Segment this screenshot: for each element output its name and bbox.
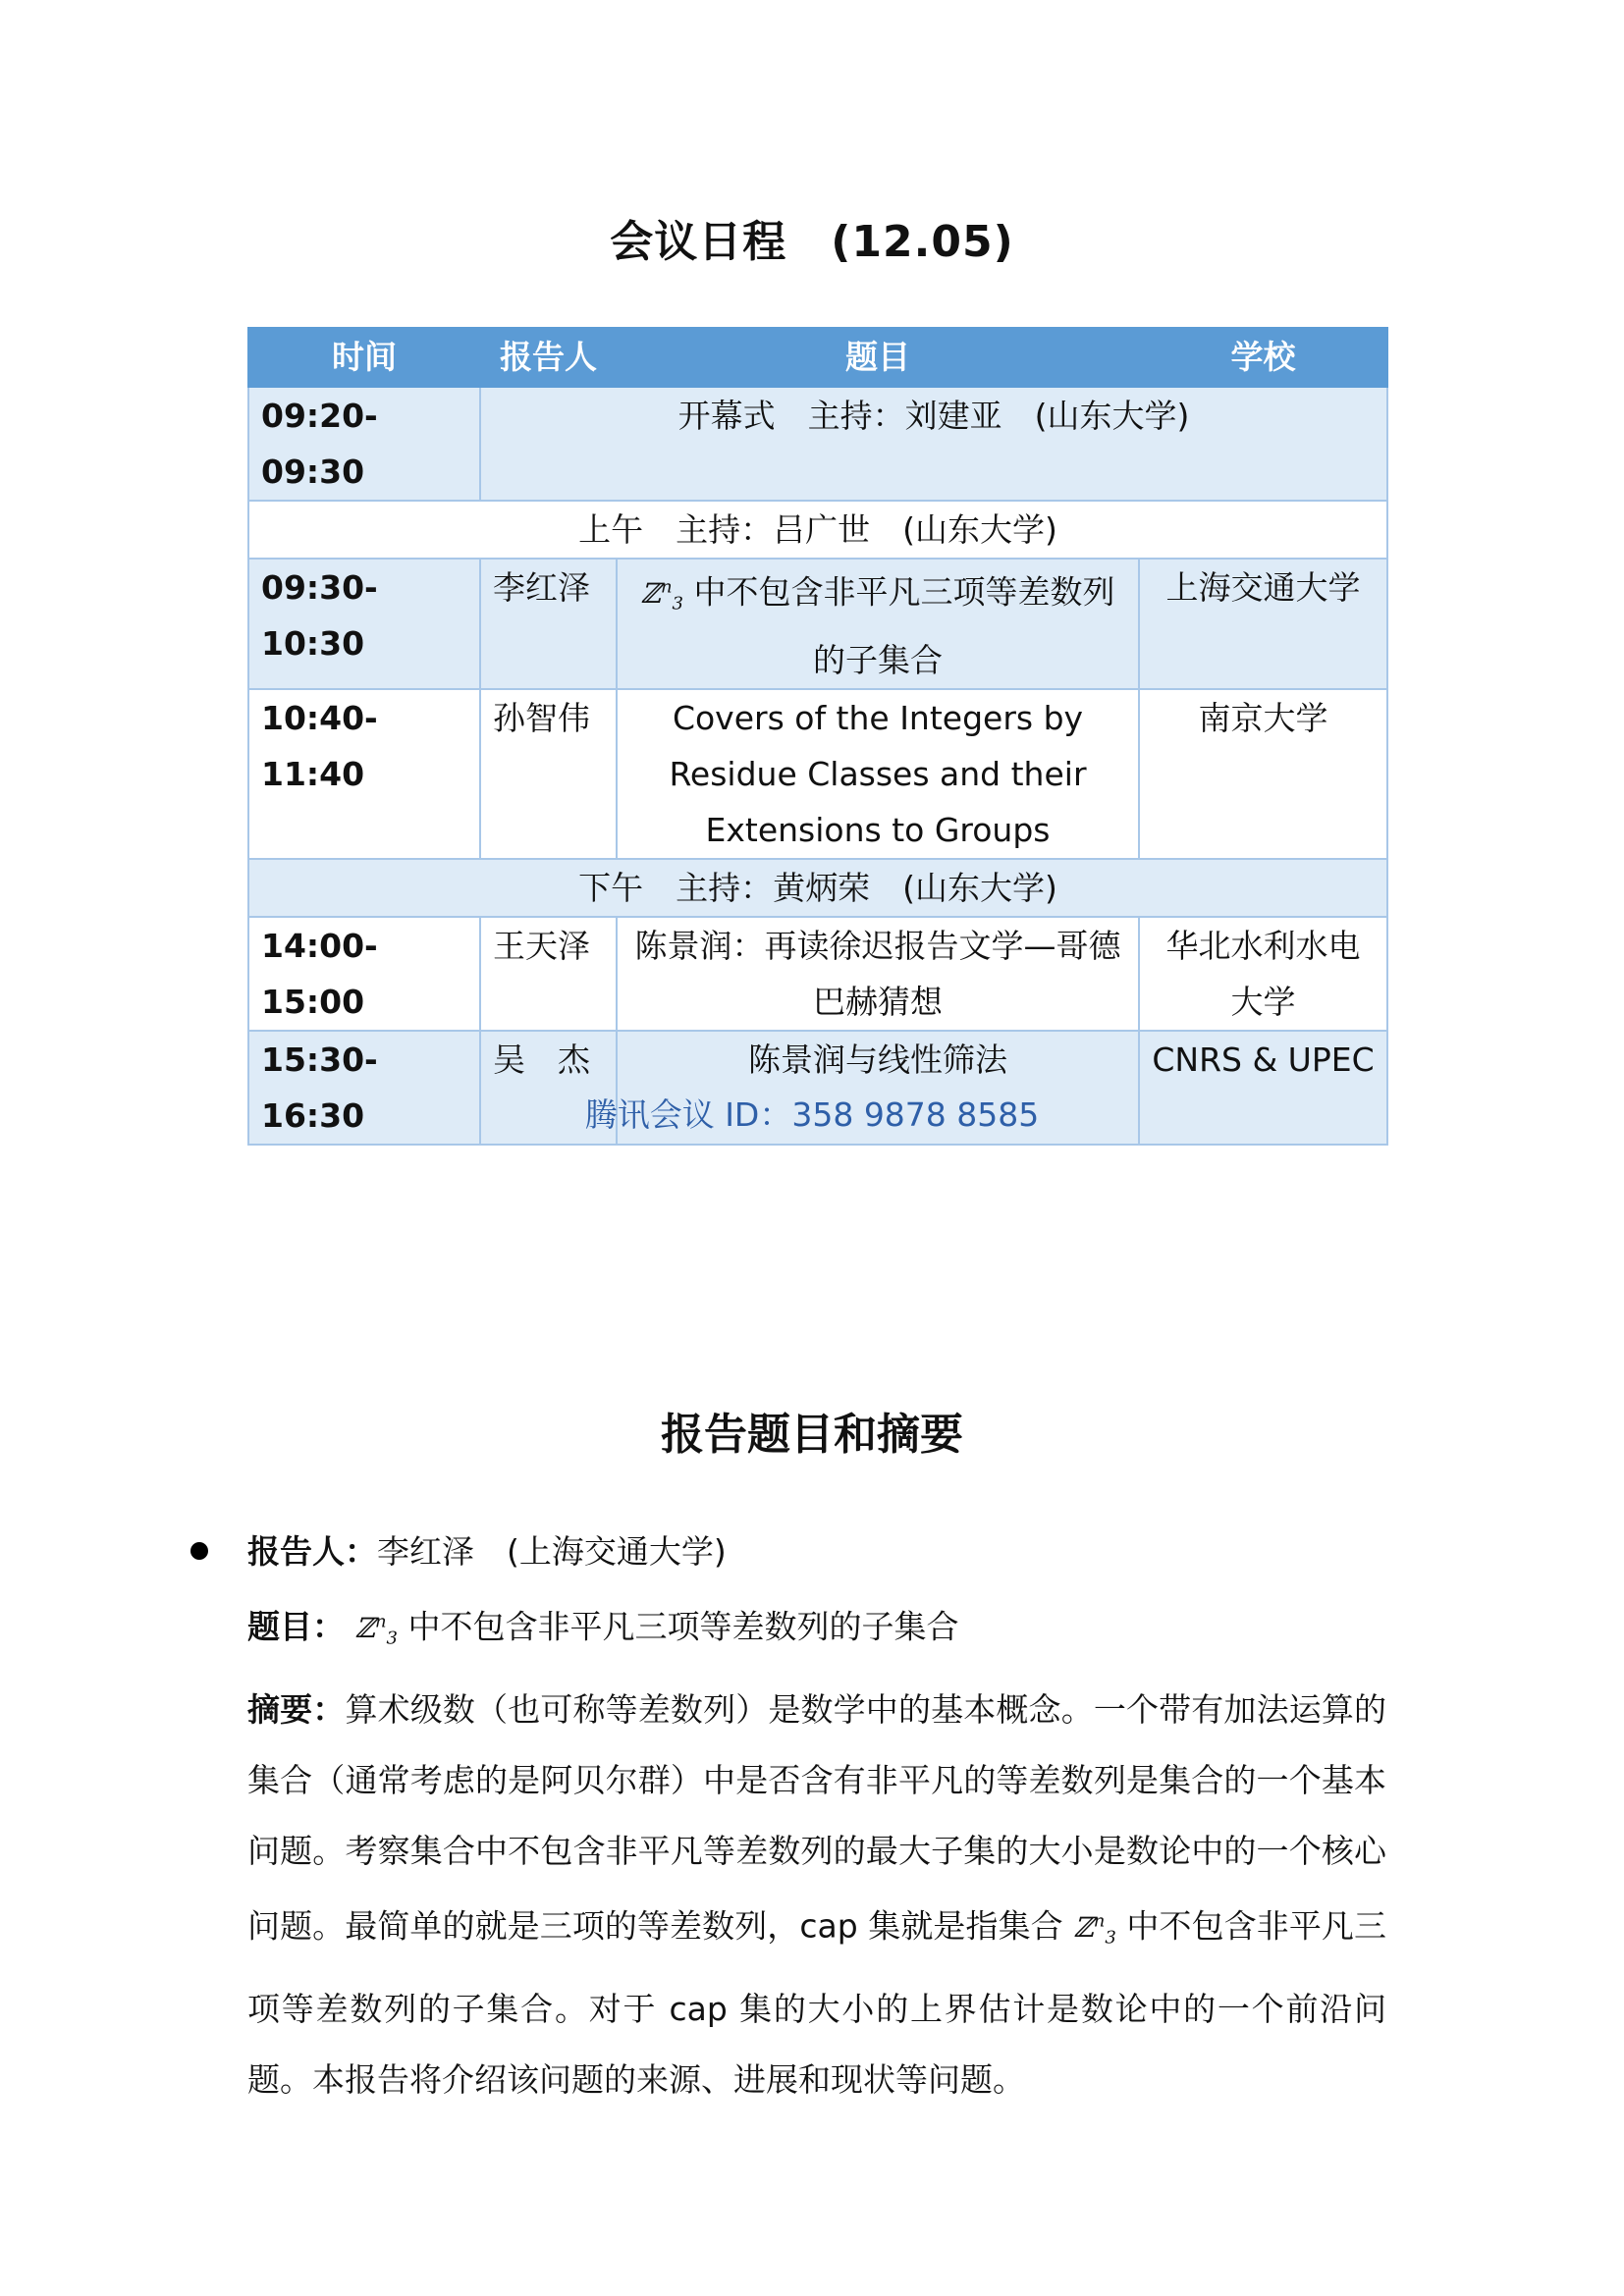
cell-time: 09:30-10:30 (248, 559, 480, 689)
header-topic: 题目 (617, 328, 1139, 387)
page-title: 会议日程 (12.05) (610, 217, 1014, 267)
z3n-symbol: ℤ$^n_3$ (1073, 1910, 1116, 1949)
topic-value: 中不包含非平凡三项等差数列的子集合 (407, 1607, 959, 1646)
cell-time: 14:00-15:00 (248, 917, 480, 1031)
cell-afternoon-chair: 下午 主持：黄炳荣 (山东大学) (248, 859, 1387, 917)
table-row (248, 917, 1387, 1031)
cell-topic: ℤ$^n_3$ 中不包含非平凡三项等差数列的子集合 (617, 559, 1139, 689)
speaker-label: 报告人： (247, 1532, 377, 1571)
table-header-row (248, 328, 1387, 387)
table-row-morning-chair (248, 501, 1387, 559)
z3n-symbol: ℤ$^n_3$ (640, 577, 683, 614)
summary-label: 摘要： (247, 1689, 346, 1729)
cell-speaker: 孙智伟 (480, 689, 617, 859)
cell-school: 华北水利水电大学 (1139, 917, 1387, 1031)
cell-time: 15:30-16:30 (248, 1031, 480, 1145)
cell-topic: Covers of the Integers by Residue Classes and their Extensions to Groups (617, 689, 1139, 859)
table-row-opening (248, 387, 1387, 501)
cell-time: 10:40-11:40 (248, 689, 480, 859)
schedule-table (247, 327, 1388, 1146)
header-school: 学校 (1139, 328, 1387, 387)
cell-topic: 陈景润与线性筛法 (617, 1031, 1139, 1145)
cell-topic: 陈景润：再读徐迟报告文学—哥德巴赫猜想 (617, 917, 1139, 1031)
cell-speaker: 吴 杰 (480, 1031, 617, 1145)
table-row-afternoon-chair (248, 859, 1387, 917)
header-time: 时间 (248, 328, 480, 387)
cell-school: 上海交通大学 (1139, 559, 1387, 689)
table-row (248, 559, 1387, 689)
bullet-icon (190, 1542, 208, 1560)
cell-speaker: 王天泽 (480, 917, 617, 1031)
cell-opening: 开幕式 主持：刘建亚 (山东大学) (480, 387, 1387, 501)
cell-time: 09:20-09:30 (248, 387, 480, 501)
abstract-entry (247, 1517, 1386, 2115)
abstract-summary (247, 1675, 1386, 2115)
section-title: 报告题目和摘要 (661, 1410, 963, 1460)
z3n-symbol: ℤ$^n_3$ (354, 1612, 398, 1649)
meeting-id: 腾讯会议 ID：358 9878 8585 (584, 1095, 1040, 1134)
summary-text-part2: 中不包含非平凡三项等差数列的子集合。对于 cap 集的大小的上界估计是数论中的一个前沿问题。本报告将介绍该问题的来源、进展和现状等问题。 (247, 1906, 1386, 2099)
cell-school: 南京大学 (1139, 689, 1387, 859)
cell-school: CNRS & UPEC (1139, 1031, 1387, 1145)
header-speaker: 报告人 (480, 328, 617, 387)
table-row (248, 689, 1387, 859)
cell-speaker: 李红泽 (480, 559, 617, 689)
abstract-topic-line (247, 1587, 1386, 1675)
cell-morning-chair: 上午 主持：吕广世 (山东大学) (248, 501, 1387, 559)
topic-label: 题目： (247, 1607, 345, 1646)
summary-text-part1: 算术级数（也可称等差数列）是数学中的基本概念。一个带有加法运算的集合（通常考虑的是阿贝尔群）中是否含有非平凡的等差数列是集合的一个基本问题。考察集合中不包含非平凡等差数列的最大子集的大小是数论中的一个核心问题。最简单的就是三项的等差数列，cap 集就是指集合 (247, 1689, 1387, 1946)
abstract-speaker-line (247, 1517, 1386, 1587)
speaker-value: 李红泽 (上海交通大学) (377, 1532, 727, 1571)
